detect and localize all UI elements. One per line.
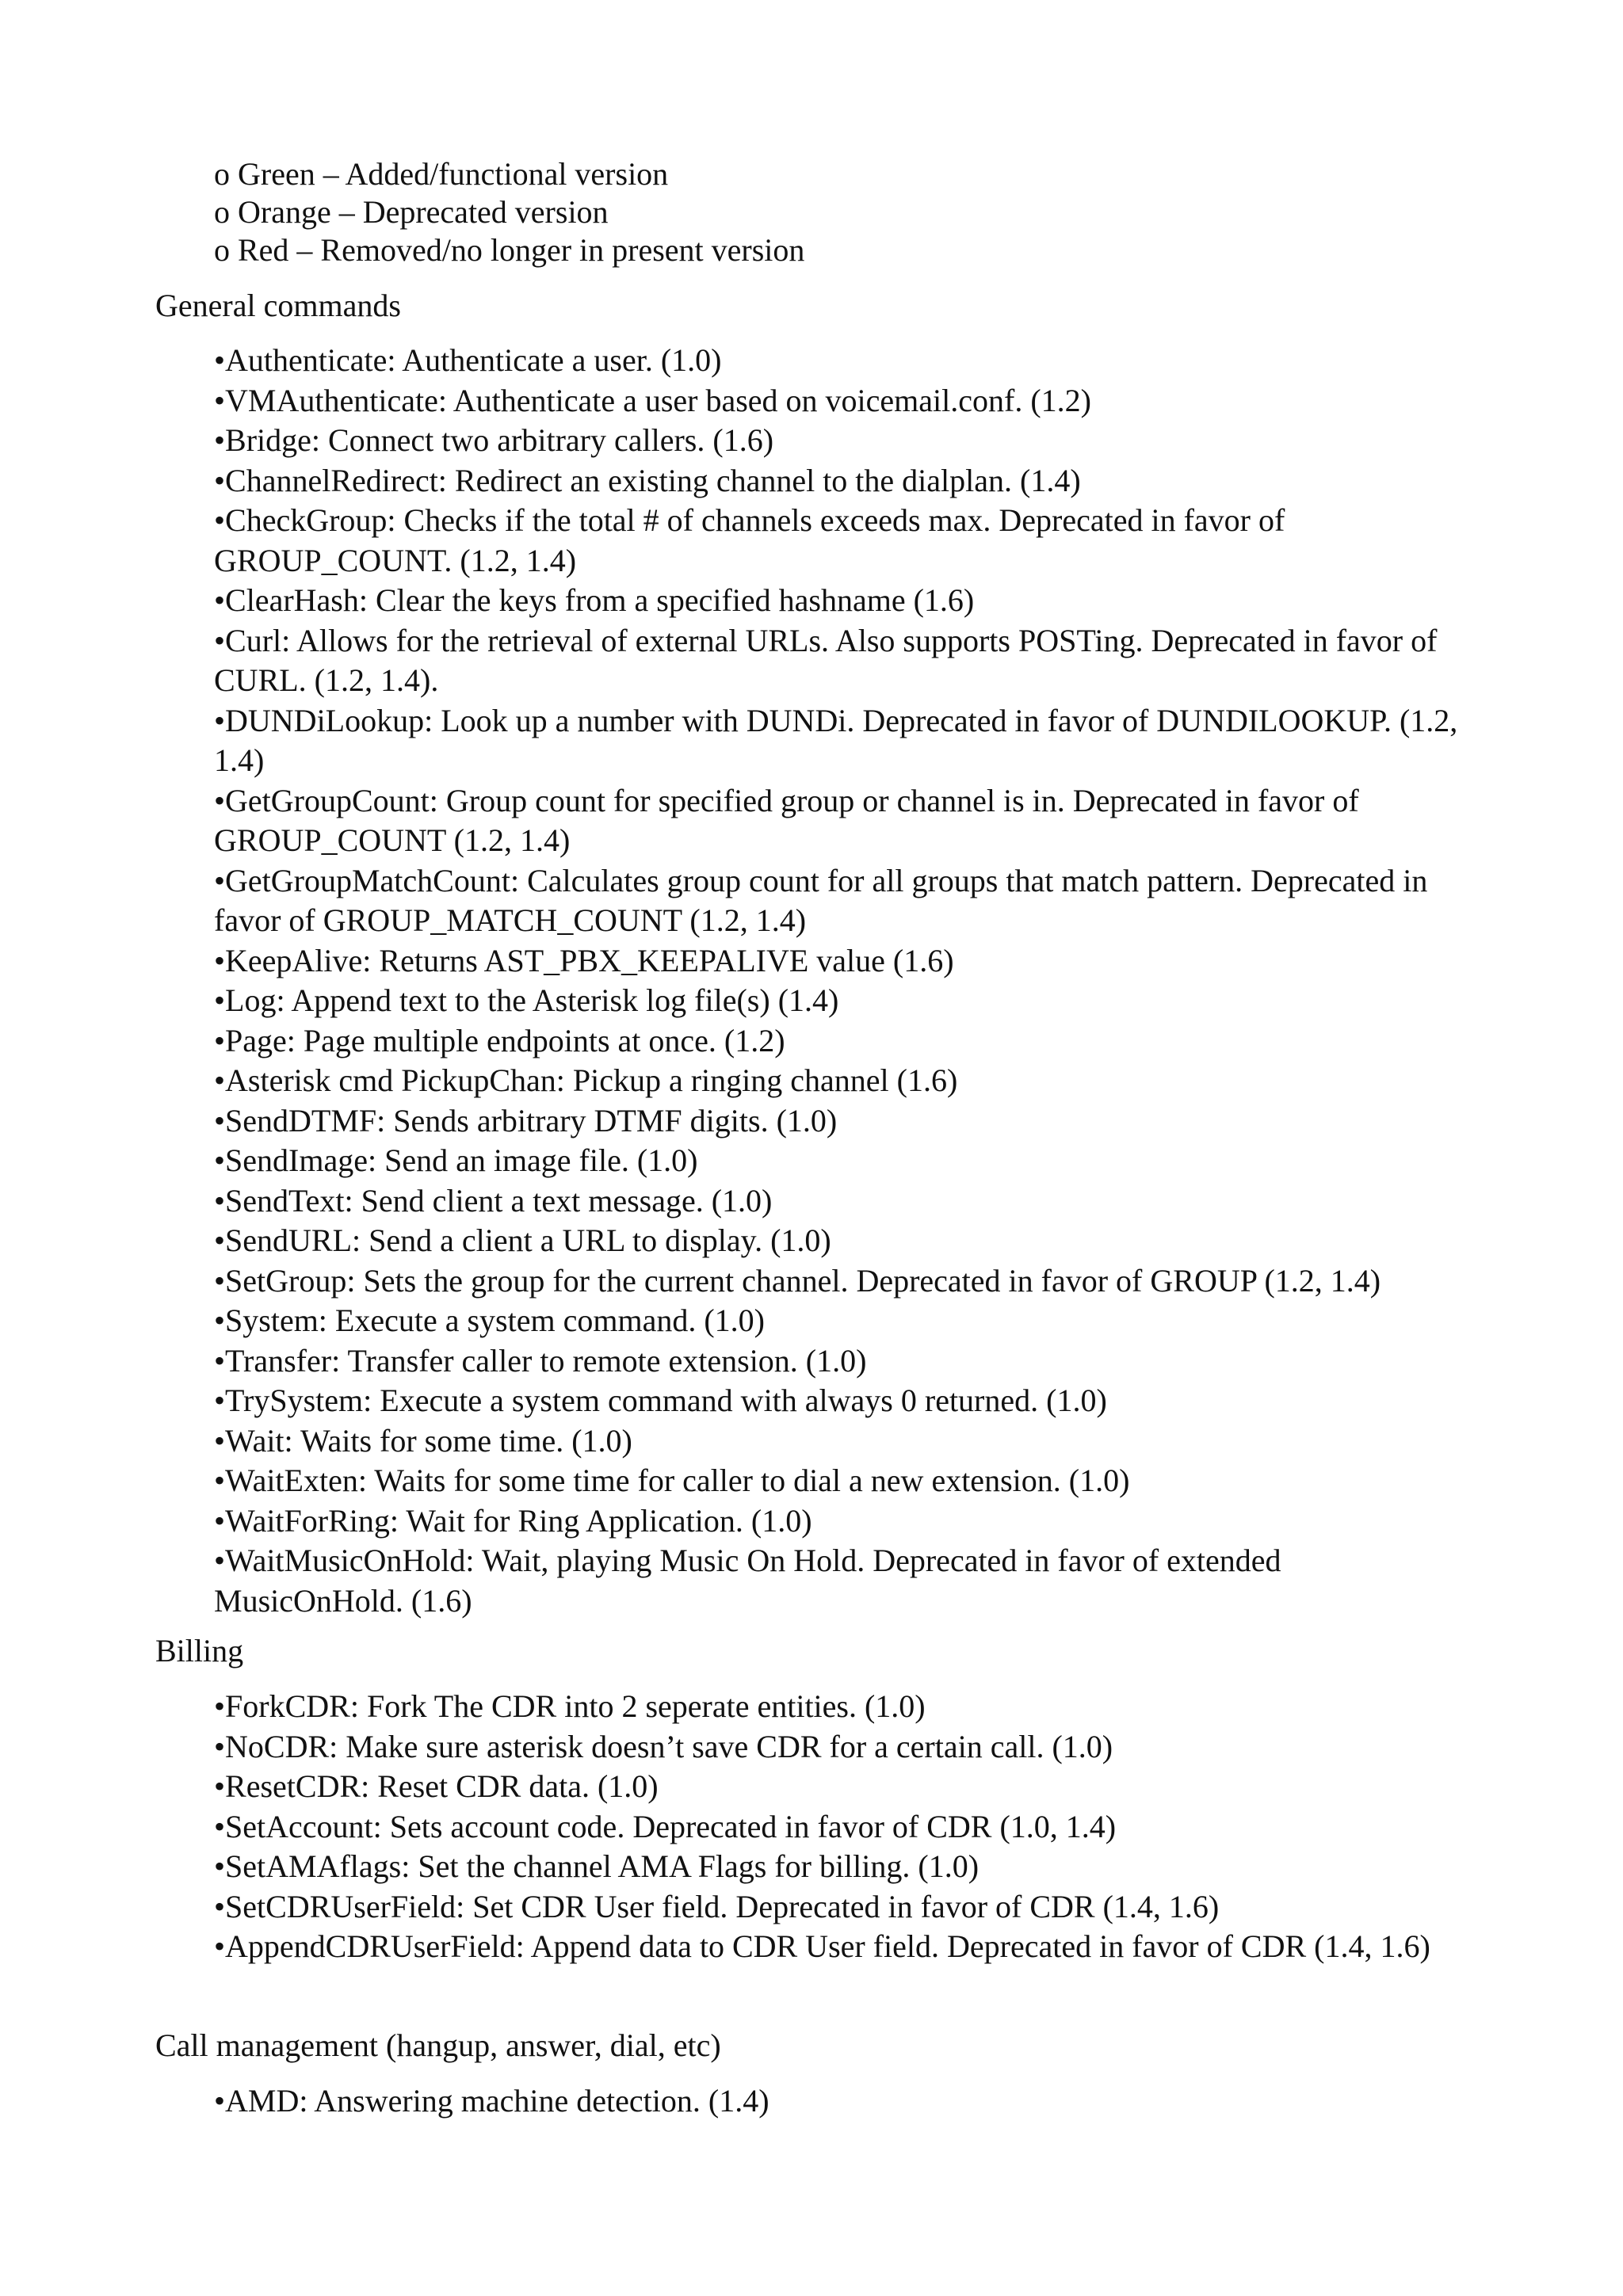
bullet-icon: • bbox=[214, 702, 226, 738]
list-item: •DUNDiLookup: Look up a number with DUNDi. Deprecated in favor of DUNDILOOKUP. (1.2, 1.4) bbox=[214, 702, 1458, 778]
list-item: •ClearHash: Clear the keys from a specified hashname (1.6) bbox=[214, 582, 975, 618]
bullet-icon: • bbox=[214, 782, 226, 818]
list-item: •GetGroupCount: Group count for specified group or channel is in. Deprecated in favor of GROUP_COUNT (1.2, 1.4) bbox=[214, 782, 1359, 858]
list-item: •SetGroup: Sets the group for the current channel. Deprecated in favor of GROUP (1.2, 1.4) bbox=[214, 1262, 1381, 1299]
bullet-icon: • bbox=[214, 582, 226, 618]
list-item: •WaitMusicOnHold: Wait, playing Music On Hold. Deprecated in favor of extended MusicOnHold. (1.6) bbox=[214, 1543, 1281, 1619]
list-item: •AppendCDRUserField: Append data to CDR User field. Deprecated in favor of CDR (1.4, 1.6) bbox=[214, 1928, 1430, 1964]
bullet-icon: • bbox=[214, 1422, 226, 1459]
legend-item-orange: o Orange – Deprecated version bbox=[214, 194, 609, 230]
legend-item-red: o Red – Removed/no longer in present version bbox=[214, 232, 805, 268]
list-item: •Bridge: Connect two arbitrary callers. (1.6) bbox=[214, 422, 774, 458]
list-item: •VMAuthenticate: Authenticate a user based on voicemail.conf. (1.2) bbox=[214, 382, 1091, 418]
list-item: •Authenticate: Authenticate a user. (1.0) bbox=[214, 342, 722, 378]
list-item: •SendDTMF: Sends arbitrary DTMF digits. (1.0) bbox=[214, 1102, 838, 1138]
bullet-icon: • bbox=[214, 622, 226, 658]
bullet-icon: • bbox=[214, 1928, 226, 1964]
list-item: •TrySystem: Execute a system command with always 0 returned. (1.0) bbox=[214, 1383, 1107, 1418]
bullet-icon: • bbox=[214, 382, 226, 418]
bullet-icon: • bbox=[214, 1383, 226, 1418]
bullet-icon: • bbox=[214, 1222, 226, 1258]
list-item: •SendImage: Send an image file. (1.0) bbox=[214, 1142, 698, 1178]
list-item: •NoCDR: Make sure asterisk doesn’t save CDR for a certain call. (1.0) bbox=[214, 1728, 1113, 1764]
list-item: •ResetCDR: Reset CDR data. (1.0) bbox=[214, 1768, 659, 1804]
list-item: •WaitForRing: Wait for Ring Application. (1.0) bbox=[214, 1502, 812, 1539]
color-legend bbox=[214, 155, 1482, 269]
list-item: •SetAccount: Sets account code. Deprecated in favor of CDR (1.0, 1.4) bbox=[214, 1808, 1117, 1844]
list-item: •GetGroupMatchCount: Calculates group count for all groups that match pattern. Deprecated in favor of GROUP_MATCH_COUNT (1.2, 1.4) bbox=[214, 862, 1428, 938]
bullet-icon: • bbox=[214, 1262, 226, 1299]
general-commands-list bbox=[214, 341, 1474, 1621]
bullet-icon: • bbox=[214, 1062, 226, 1098]
bullet-icon: • bbox=[214, 1888, 226, 1924]
billing-commands-list bbox=[214, 1687, 1474, 1967]
bullet-icon: • bbox=[214, 1848, 226, 1884]
bullet-icon: • bbox=[214, 462, 226, 498]
bullet-icon: • bbox=[214, 1728, 226, 1764]
bullet-icon: • bbox=[214, 1142, 226, 1178]
list-item: •SetAMAflags: Set the channel AMA Flags for billing. (1.0) bbox=[214, 1848, 980, 1884]
list-item: •ForkCDR: Fork The CDR into 2 seperate entities. (1.0) bbox=[214, 1688, 926, 1724]
list-item: •Transfer: Transfer caller to remote extension. (1.0) bbox=[214, 1342, 867, 1379]
list-item: •SendText: Send client a text message. (1.0) bbox=[214, 1182, 773, 1219]
bullet-icon: • bbox=[214, 1808, 226, 1844]
call-management-list bbox=[214, 2081, 1474, 2122]
legend-item-green: o Green – Added/functional version bbox=[214, 156, 669, 192]
list-item: •Page: Page multiple endpoints at once. (1.2) bbox=[214, 1022, 785, 1058]
list-item: •KeepAlive: Returns AST_PBX_KEEPALIVE value (1.6) bbox=[214, 942, 954, 978]
list-item: •Wait: Waits for some time. (1.0) bbox=[214, 1422, 632, 1459]
bullet-icon: • bbox=[214, 1463, 226, 1498]
list-item: •CheckGroup: Checks if the total # of channels exceeds max. Deprecated in favor of GROUP_COUNT. (1.2, 1.4) bbox=[214, 502, 1285, 578]
list-item: •SendURL: Send a client a URL to display. (1.0) bbox=[214, 1222, 831, 1258]
list-item: •Curl: Allows for the retrieval of external URLs. Also supports POSTing. Deprecated in favor of CURL. (1.2, 1.4). bbox=[214, 622, 1438, 698]
section-heading-general-commands: General commands bbox=[155, 288, 401, 323]
bullet-icon: • bbox=[214, 982, 226, 1018]
list-item: •Log: Append text to the Asterisk log file(s) (1.4) bbox=[214, 982, 839, 1018]
list-item: •SetCDRUserField: Set CDR User field. Deprecated in favor of CDR (1.4, 1.6) bbox=[214, 1888, 1220, 1924]
list-item: •WaitExten: Waits for some time for caller to dial a new extension. (1.0) bbox=[214, 1463, 1130, 1498]
bullet-icon: • bbox=[214, 1302, 226, 1338]
bullet-icon: • bbox=[214, 862, 226, 898]
bullet-icon: • bbox=[214, 1342, 226, 1379]
bullet-icon: • bbox=[214, 342, 226, 378]
bullet-icon: • bbox=[214, 1102, 226, 1138]
bullet-icon: • bbox=[214, 1182, 226, 1219]
section-heading-call-management: Call management (hangup, answer, dial, etc) bbox=[155, 2027, 721, 2063]
bullet-icon: • bbox=[214, 942, 226, 978]
bullet-icon: • bbox=[214, 1502, 226, 1539]
bullet-icon: • bbox=[214, 422, 226, 458]
list-item: •ChannelRedirect: Redirect an existing channel to the dialplan. (1.4) bbox=[214, 462, 1081, 498]
section-heading-billing: Billing bbox=[155, 1633, 244, 1669]
bullet-icon: • bbox=[214, 502, 226, 538]
bullet-icon: • bbox=[214, 1688, 226, 1724]
bullet-icon: • bbox=[214, 1022, 226, 1058]
list-item: •AMD: Answering machine detection. (1.4) bbox=[214, 2083, 769, 2119]
bullet-icon: • bbox=[214, 2083, 226, 2119]
list-item: •System: Execute a system command. (1.0) bbox=[214, 1302, 765, 1338]
bullet-icon: • bbox=[214, 1768, 226, 1804]
bullet-icon: • bbox=[214, 1543, 226, 1578]
list-item: •Asterisk cmd PickupChan: Pickup a ringing channel (1.6) bbox=[214, 1062, 958, 1098]
